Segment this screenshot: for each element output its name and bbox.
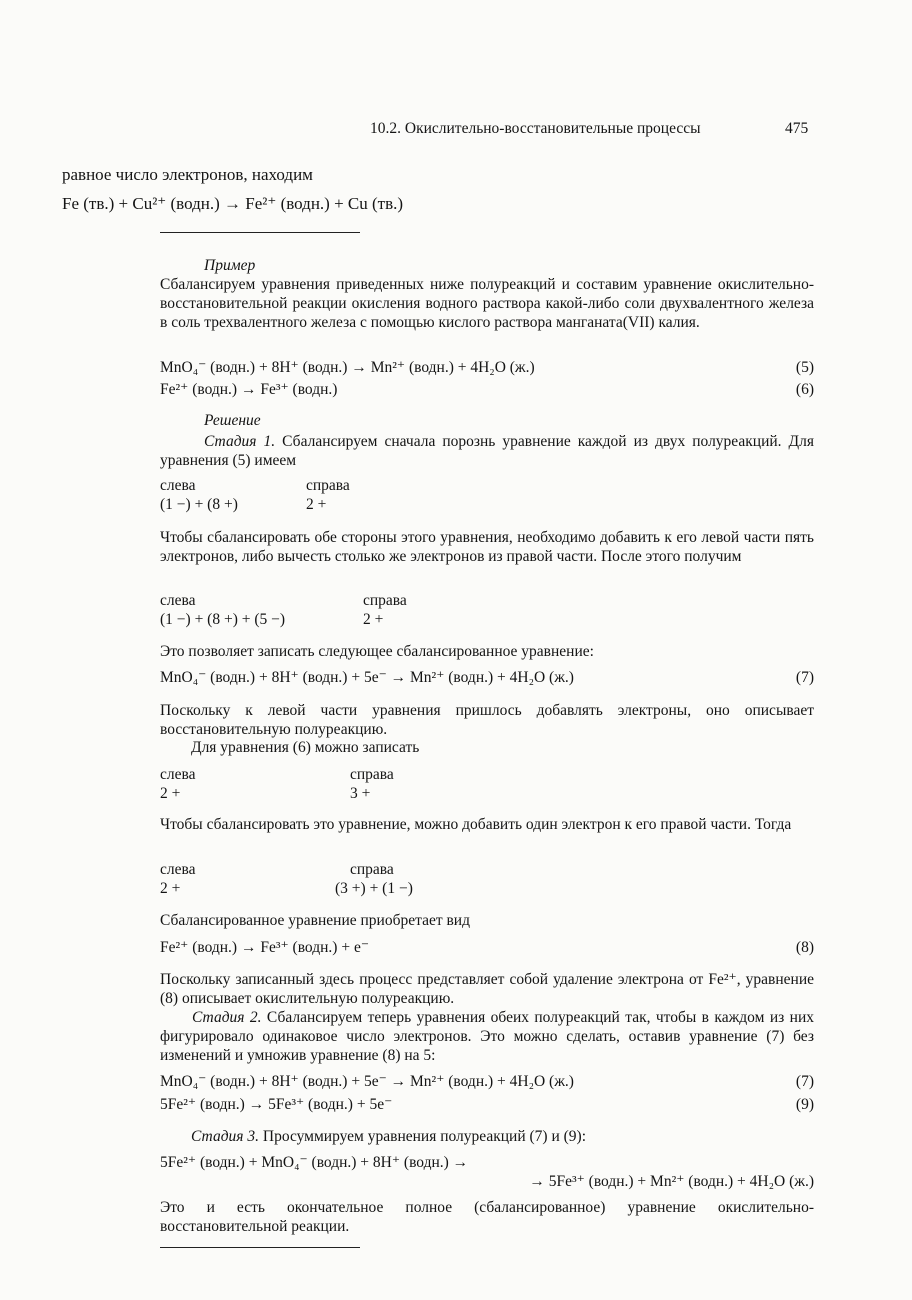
paragraph-2: Это позволяет записать следующее сбалансированное уравнение:: [160, 643, 594, 660]
running-header: 10.2. Окислительно-восстановительные процессы: [370, 120, 701, 137]
stage-2-paragraph: [160, 1008, 814, 1065]
table1-right-value: 2 +: [306, 496, 327, 513]
table3-right-value: 3 +: [350, 785, 371, 802]
equation-7-number: (7): [795, 669, 814, 686]
example-text: Сбалансируем уравнения приведенных ниже полуреакций и составим уравнение окислительно-восстановительной реакции окисления водного раствора какой-либо соли двухвалентного железа в соль трехвалентного железа с помощью кислого раствора манганата(VII) калия.: [160, 276, 814, 331]
equation-7-repeat: MnO₄⁻ (водн.) + 8H⁺ (водн.) + 5e⁻ → Mn²⁺ (водн.) + 4H₂O (ж.): [160, 1073, 574, 1090]
table2-right-value: 2 +: [363, 611, 384, 628]
table4-left-label: слева: [160, 861, 196, 878]
table1-right-label: справа: [306, 477, 350, 494]
table2-right-label: справа: [363, 592, 407, 609]
equation-6-number: (6): [795, 381, 814, 398]
paragraph-4: Для уравнения (6) можно записать: [191, 739, 420, 756]
section-divider-bottom: [160, 1247, 360, 1248]
equation-7: MnO₄⁻ (водн.) + 8H⁺ (водн.) + 5e⁻ → Mn²⁺ (водн.) + 4H₂O (ж.): [160, 669, 574, 686]
paragraph-3: Поскольку к левой части уравнения пришлось добавлять электроны, оно описывает восстановительную полуреакцию.: [160, 702, 814, 738]
page-number: 475: [785, 120, 809, 137]
stage-2-label: Стадия 2.: [192, 1009, 262, 1026]
conclusion-paragraph: Это и есть окончательное полное (сбалансированное) уравнение окислительно-восстановительной реакции.: [160, 1199, 814, 1235]
equation-9-number: (9): [795, 1096, 814, 1113]
stage-3-label: Стадия 3.: [191, 1128, 259, 1145]
paragraph-6: Сбалансированное уравнение приобретает вид: [160, 912, 470, 929]
stage-1-text: Сбалансируем сначала порознь уравнение каждой из двух полуреакций. Для уравнения (5) имеем: [160, 433, 814, 469]
table2-left-label: слева: [160, 592, 196, 609]
table4-right-value: (3 +) + (1 −): [335, 880, 413, 897]
table4-right-label: справа: [350, 861, 394, 878]
equation-8: Fe²⁺ (водн.) → Fe³⁺ (водн.) + e⁻: [160, 939, 370, 956]
final-equation-line-1: 5Fe²⁺ (водн.) + MnO₄⁻ (водн.) + 8H⁺ (водн.) →: [160, 1154, 469, 1171]
equation-5-number: (5): [795, 359, 814, 376]
table2-left-value: (1 −) + (8 +) + (5 −): [160, 611, 286, 628]
equation-9: 5Fe²⁺ (водн.) → 5Fe³⁺ (водн.) + 5e⁻: [160, 1096, 393, 1113]
equation-5: MnO₄⁻ (водн.) + 8H⁺ (водн.) → Mn²⁺ (водн.) + 4H₂O (ж.): [160, 359, 535, 376]
example-heading: Пример: [204, 257, 256, 274]
table3-left-label: слева: [160, 766, 196, 783]
stage-1-label: Стадия 1.: [204, 433, 276, 450]
stage-2-text: Сбалансируем теперь уравнения обеих полуреакций так, чтобы в каждом из них фигурировало одинаковое число электронов. Это можно сделать, оставив уравнение (7) без изменений и умножив уравнение (8) на 5:: [160, 1009, 814, 1064]
equation-7-repeat-number: (7): [795, 1073, 814, 1090]
solution-heading: Решение: [204, 412, 261, 429]
section-divider-top: [160, 232, 360, 233]
stage-3-text: Просуммируем уравнения полуреакций (7) и (9):: [259, 1128, 587, 1145]
intro-equation: Fe (тв.) + Cu²⁺ (водн.) → Fe²⁺ (водн.) + Cu (тв.): [62, 194, 404, 213]
equation-8-number: (8): [795, 939, 814, 956]
table1-left-value: (1 −) + (8 +): [160, 496, 238, 513]
table4-left-value: 2 +: [160, 880, 181, 897]
stage-3-paragraph: [191, 1128, 586, 1146]
final-equation-line-2: → 5Fe³⁺ (водн.) + Mn²⁺ (водн.) + 4H₂O (ж.): [529, 1173, 814, 1190]
equation-6: Fe²⁺ (водн.) → Fe³⁺ (водн.): [160, 381, 338, 398]
paragraph-7: Поскольку записанный здесь процесс представляет собой удаление электрона от Fe²⁺, уравнение (8) описывает окислительную полуреакцию.: [160, 971, 814, 1007]
stage-1-paragraph: [160, 432, 814, 470]
intro-text: равное число электронов, находим: [62, 165, 313, 184]
table1-left-label: слева: [160, 477, 196, 494]
paragraph-1: Чтобы сбалансировать обе стороны этого уравнения, необходимо добавить к его левой части пять электронов, либо вычесть столько же электронов из правой части. После этого получим: [160, 529, 814, 565]
table3-left-value: 2 +: [160, 785, 181, 802]
table3-right-label: справа: [350, 766, 394, 783]
paragraph-5: Чтобы сбалансировать это уравнение, можно добавить один электрон к его правой части. Тогда: [160, 816, 792, 833]
